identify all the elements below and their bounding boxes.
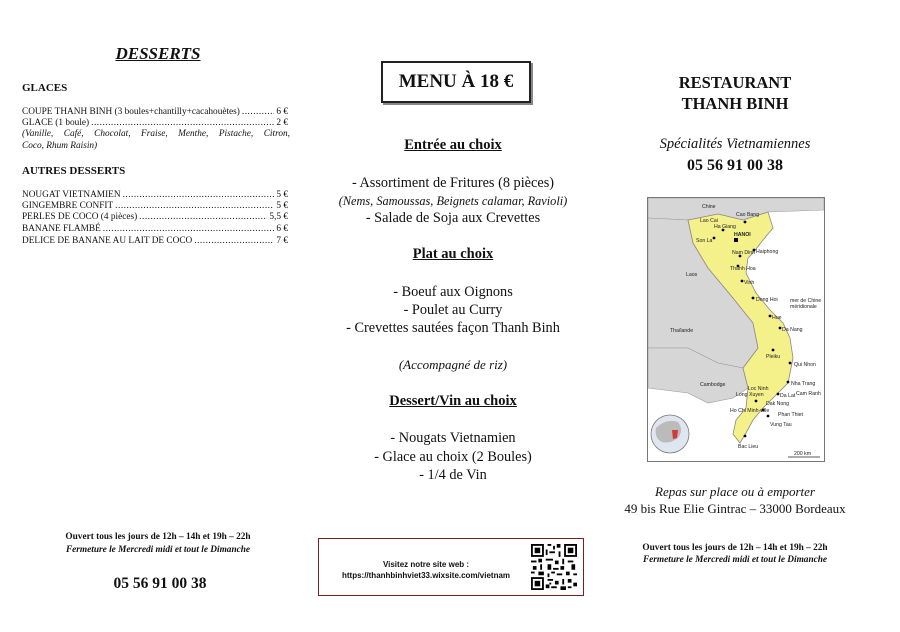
dessert-item-price: 5,5 €	[269, 212, 288, 222]
closing-days: Fermeture le Mercredi midi et tout le Dimanche	[642, 555, 828, 565]
closing-days: Fermeture le Mercredi midi et tout le Dimanche	[65, 545, 251, 555]
autres-heading: AUTRES DESSERTS	[22, 165, 126, 177]
dessert-item-price: 2 €	[276, 118, 288, 128]
dessert-item-price: 6 €	[276, 107, 288, 117]
leader-dots	[139, 212, 267, 223]
entree-item: - Salade de Soja aux Crevettes	[365, 210, 541, 226]
map-label: Laos	[686, 272, 698, 278]
plat-item: - Poulet au Curry	[403, 302, 503, 318]
vietnam-map	[647, 197, 825, 462]
glaces-heading: GLACES	[22, 82, 68, 94]
map-label: Son La	[696, 238, 713, 244]
dessert-item-name: PERLES DE COCO (4 pièces)	[22, 212, 138, 222]
map-label: Cam Ranh	[796, 391, 821, 397]
dessert-item	[22, 236, 288, 247]
entree-heading: Entrée au choix	[404, 137, 502, 153]
dessert-item	[22, 224, 288, 235]
dessert-item-name: DELICE DE BANANE AU LAIT DE COCO	[22, 236, 193, 246]
restaurant-name-line2: THANH BINH	[681, 94, 789, 113]
map-label: Nha Trang	[791, 381, 816, 387]
dessert-choice: - Nougats Vietnamien	[390, 430, 516, 446]
leader-dots	[103, 224, 275, 235]
restaurant-name	[605, 72, 865, 114]
map-label: Ho Chi Minh-ville	[730, 408, 770, 414]
map-label: Hue	[772, 315, 782, 321]
map-label: Ha Giang	[714, 224, 736, 230]
plat-heading: Plat au choix	[412, 246, 494, 262]
dessert-item	[22, 212, 288, 223]
dessert-item-name: GINGEMBRE CONFIT	[22, 201, 114, 211]
website-text	[323, 559, 529, 581]
dessert-item	[22, 107, 288, 118]
opening-hours: Ouvert tous les jours de 12h – 14h et 19h – 22h	[642, 543, 828, 553]
map-scale-label: 200 km	[794, 451, 812, 457]
map-label: Loc Ninh	[748, 386, 769, 392]
phone-number: 05 56 91 00 38	[113, 575, 207, 592]
service-type: Repas sur place ou à emporter	[655, 484, 815, 499]
glace-flavors-line2: Coco, Rhum Raisin)	[22, 141, 98, 151]
website-url[interactable]: https://thanhbinhviet33.wixsite.com/vietnam	[341, 571, 511, 580]
dessert-item	[22, 190, 288, 201]
dessert-item-name: BANANE FLAMBÉ	[22, 224, 101, 234]
dessert-item-price: 5 €	[276, 201, 288, 211]
map-label: Phan Thiet	[778, 412, 803, 418]
dessert-item-price: 6 €	[276, 224, 288, 234]
map-label: Cambodge	[700, 382, 726, 388]
leader-dots	[115, 201, 274, 212]
map-label: Nam Dinh	[732, 250, 756, 256]
map-label: Qui Nhon	[794, 362, 816, 368]
plat-note: (Accompagné de riz)	[398, 357, 508, 372]
dessert-choice: - Glace au choix (2 Boules)	[374, 449, 532, 465]
map-label: Da Lat	[780, 393, 796, 399]
leader-dots	[194, 236, 274, 247]
website-box	[318, 538, 584, 596]
dessert-item-price: 5 €	[276, 190, 288, 200]
dessert-choice: - 1/4 de Vin	[419, 467, 487, 483]
leader-dots	[91, 118, 274, 129]
desserts-title: DESSERTS	[115, 44, 201, 63]
menu-title-box	[381, 61, 531, 103]
map-label: méridionale	[790, 304, 817, 310]
map-label: Cao Bang	[736, 212, 760, 218]
dessert-item-name: NOUGAT VIETNAMIEN	[22, 190, 121, 200]
specialties: Spécialités Vietnamiennes	[659, 136, 811, 152]
map-label: Dak Nong	[766, 401, 790, 407]
entree-item: - Assortiment de Fritures (8 pièces)	[351, 175, 555, 191]
opening-hours: Ouvert tous les jours de 12h – 14h et 19h – 22h	[65, 532, 251, 542]
capital-marker	[734, 238, 738, 242]
dessert-item	[22, 118, 288, 129]
restaurant-name-line1: RESTAURANT	[678, 73, 792, 92]
address: 49 bis Rue Elie Gintrac – 33000 Bordeaux	[624, 501, 846, 516]
entree-item-detail: (Nems, Samoussas, Beignets calamar, Ravioli)	[338, 194, 568, 208]
map-label: HANOI	[734, 232, 751, 238]
leader-dots	[242, 107, 274, 118]
map-label: Da Nang	[782, 327, 803, 333]
map-label: Bac Lieu	[738, 444, 759, 450]
glace-flavors-line1: (Vanille, Café, Chocolat, Fraise, Menthe, Pistache, Citron,	[22, 129, 290, 139]
map-label: Vinh	[744, 280, 755, 286]
map-label: Thanh Hoa	[730, 266, 756, 272]
map-label: Lao Cai	[700, 218, 718, 224]
map-label: Chine	[702, 204, 716, 210]
website-label: Visitez notre site web :	[382, 560, 470, 569]
dessert-heading: Dessert/Vin au choix	[389, 393, 517, 409]
dessert-item-name: GLACE (1 boule)	[22, 118, 90, 128]
map-label: Long Xuyen	[736, 392, 764, 398]
map-label: mer de Chine	[790, 298, 822, 304]
globe-inset	[651, 415, 689, 453]
plat-item: - Crevettes sautées façon Thanh Binh	[346, 320, 560, 336]
dessert-item	[22, 201, 288, 212]
leader-dots	[123, 190, 275, 201]
menu-title: MENU À 18 €	[398, 71, 514, 92]
map-label: Dong Hoi	[756, 297, 778, 303]
dessert-item-name: COUPE THANH BINH (3 boules+chantilly+cacahouètes)	[22, 107, 240, 117]
plat-item: - Boeuf aux Oignons	[393, 284, 513, 300]
phone-number: 05 56 91 00 38	[687, 157, 783, 174]
qr-code[interactable]	[531, 544, 577, 590]
map-label: Vung Tau	[770, 422, 792, 428]
map-label: Haiphong	[756, 249, 779, 255]
map-label: Pleiku	[766, 354, 781, 360]
dessert-item-price: 7 €	[276, 236, 288, 246]
map-label: Thaïlande	[670, 328, 694, 334]
